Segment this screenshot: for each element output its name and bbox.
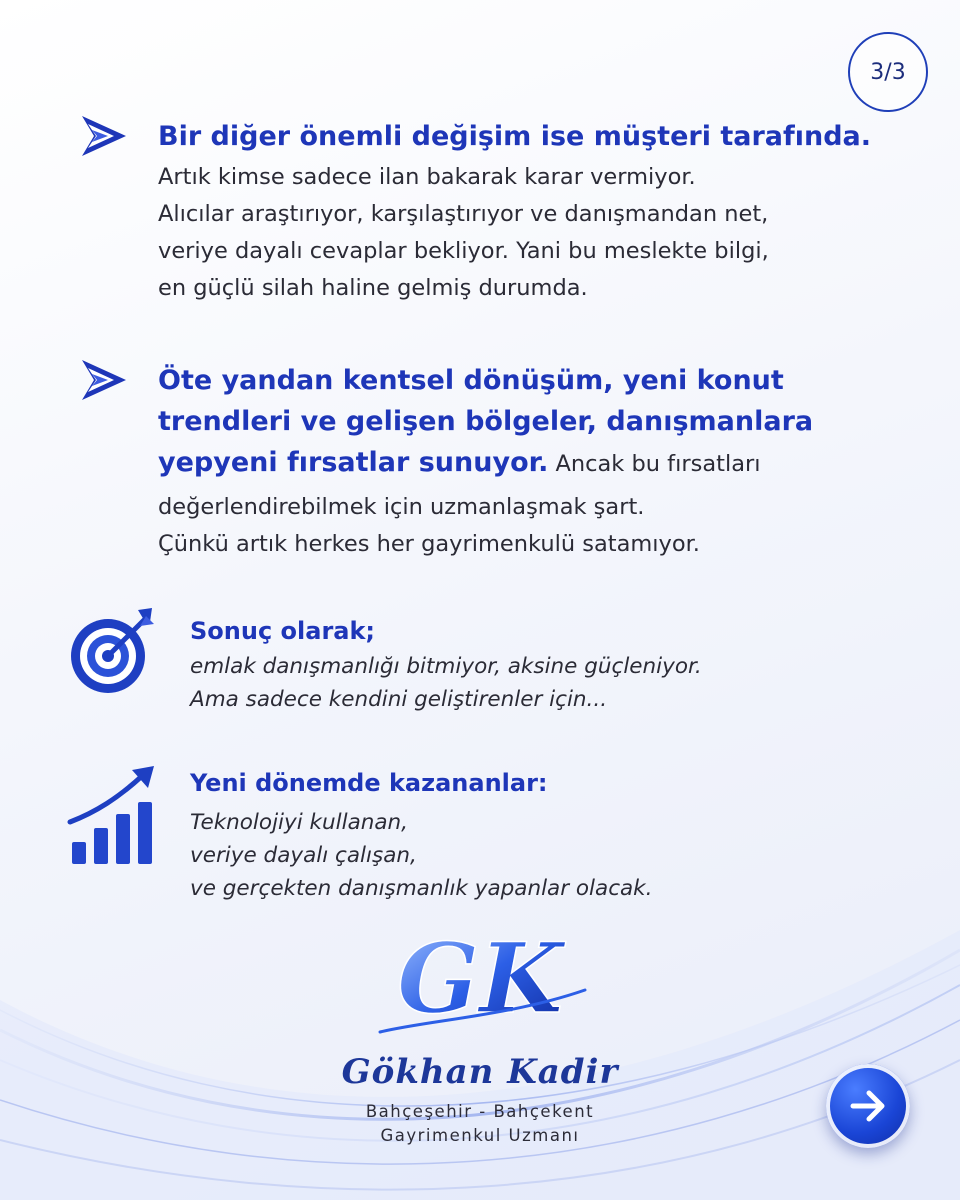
gk-monogram-logo bbox=[360, 920, 600, 1050]
winners-line: veriye dayalı çalışan, bbox=[190, 843, 417, 868]
next-slide-button[interactable] bbox=[826, 1064, 910, 1148]
section1-line: Alıcılar araştırıyor, karşılaştırıyor ve danışmandan net, bbox=[158, 201, 769, 227]
section2-headline-line: trendleri ve gelişen bölgeler, danışmanlara bbox=[158, 406, 814, 437]
conclusion-block bbox=[190, 614, 702, 716]
section-customer-change bbox=[158, 116, 871, 307]
page-indicator-text: 3/3 bbox=[870, 59, 906, 85]
arrow-bullet-icon bbox=[80, 358, 128, 402]
page-indicator bbox=[848, 32, 928, 112]
section2-headline-line: Öte yandan kentsel dönüşüm, yeni konut bbox=[158, 365, 784, 396]
section2-inline-text: Ancak bu fırsatları bbox=[548, 451, 761, 477]
winners-title: Yeni dönemde kazananlar: bbox=[190, 769, 548, 797]
brand-tagline-location: Bahçeşehir - Bahçekent bbox=[365, 1102, 595, 1121]
section1-line: veriye dayalı cevaplar bekliyor. Yani bu meslekte bilgi, bbox=[158, 238, 769, 264]
section1-headline: Bir diğer önemli değişim ise müşteri tarafında. bbox=[158, 121, 872, 152]
conclusion-title: Sonuç olarak; bbox=[190, 617, 376, 645]
section1-line: en güçlü silah haline gelmiş durumda. bbox=[158, 275, 588, 301]
section2-headline-tail: yepyeni fırsatlar sunuyor. bbox=[158, 447, 549, 478]
winners-block bbox=[190, 766, 652, 905]
section2-line: Çünkü artık herkes her gayrimenkulü satamıyor. bbox=[158, 531, 700, 557]
target-icon bbox=[66, 604, 162, 696]
section2-line: değerlendirebilmek için uzmanlaşmak şart. bbox=[158, 494, 645, 520]
section-urban-transformation bbox=[158, 360, 813, 563]
arrow-bullet-icon bbox=[80, 114, 128, 158]
winners-line: Teknolojiyi kullanan, bbox=[190, 810, 409, 835]
conclusion-line: Ama sadece kendini geliştirenler için... bbox=[190, 687, 608, 712]
winners-line: ve gerçekten danışmanlık yapanlar olacak. bbox=[190, 876, 653, 901]
brand-tagline-title: Gayrimenkul Uzmanı bbox=[380, 1126, 580, 1145]
arrow-right-icon bbox=[846, 1084, 890, 1128]
svg-text:GK: GK bbox=[397, 922, 563, 1035]
section1-line: Artık kimse sadece ilan bakarak karar vermiyor. bbox=[158, 164, 696, 190]
conclusion-line: emlak danışmanlığı bitmiyor, aksine güçleniyor. bbox=[190, 654, 702, 679]
brand-signature: Gökhan Kadir bbox=[341, 1052, 619, 1092]
growth-chart-icon bbox=[66, 764, 158, 868]
section2-headline-mixed-line bbox=[158, 442, 813, 485]
